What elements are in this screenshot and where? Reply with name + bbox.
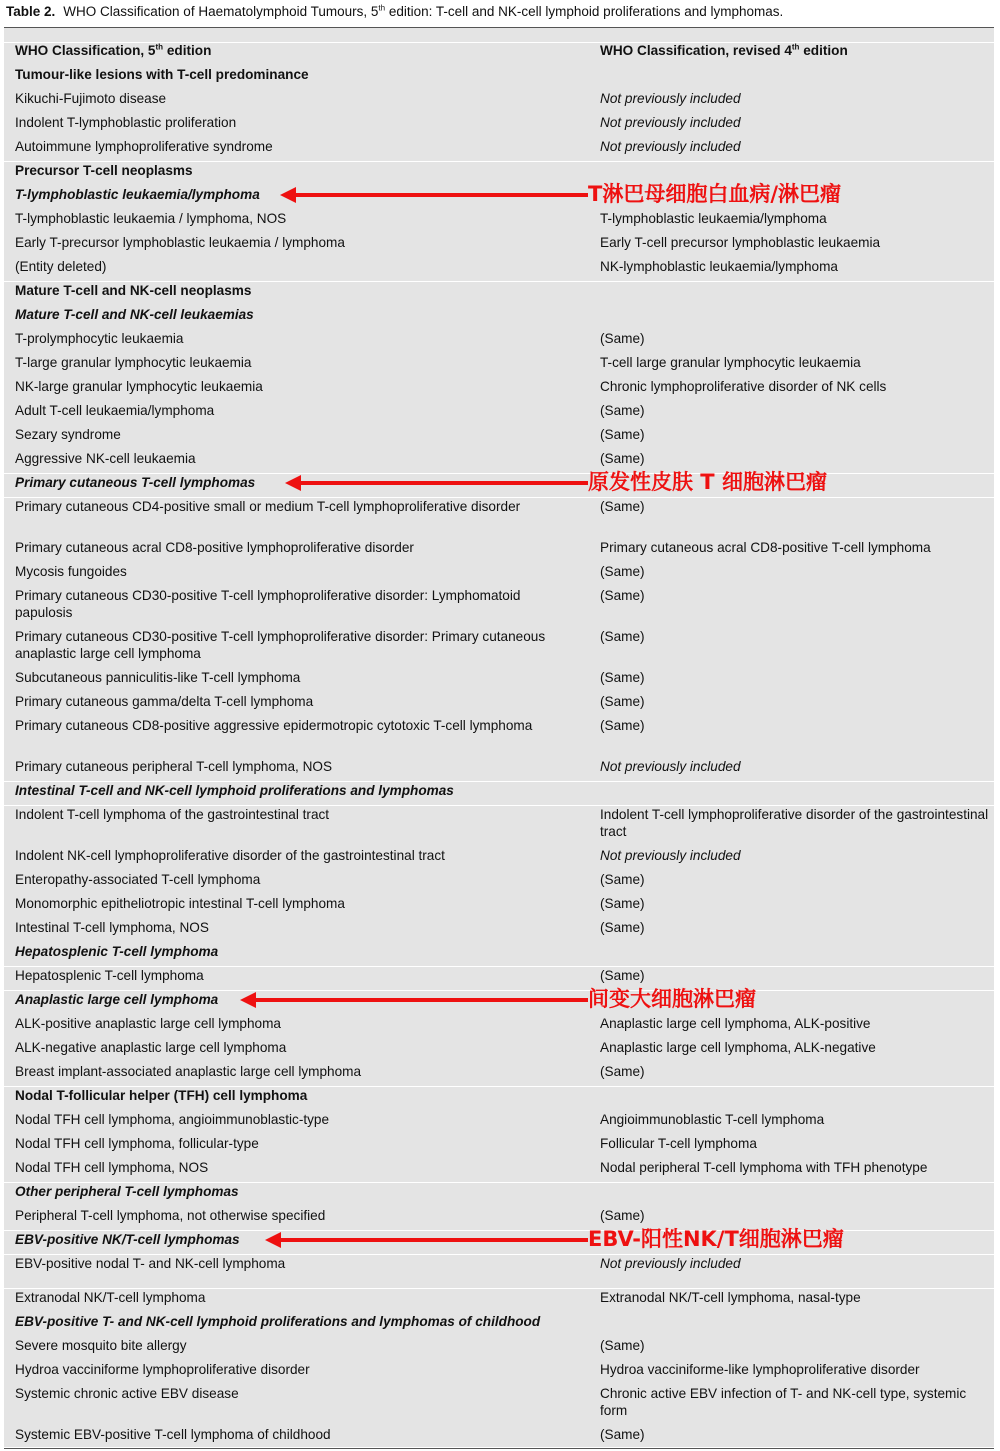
cell-who-5th-entity: Indolent NK-cell lymphoproliferative disorder of the gastrointestinal tract [15, 848, 445, 863]
cell-who-5th-entity: Tumour-like lesions with T-cell predominance [15, 67, 309, 82]
table-row [4, 587, 994, 627]
cell-who-5th-entity: Subcutaneous panniculitis-like T-cell lymphoma [15, 670, 301, 685]
table-row [4, 563, 994, 586]
table-row [4, 919, 994, 942]
table-row [4, 114, 994, 137]
cell-who-5th-entity: T-prolymphocytic leukaemia [15, 331, 184, 346]
table-row [4, 871, 994, 894]
cell-who-5th-entity: Mature T-cell and NK-cell leukaemias [15, 307, 254, 322]
table-row [4, 498, 994, 538]
cell-who-4th-entity: (Same) [600, 920, 645, 935]
cell-who-4th-entity: NK-lymphoblastic leukaemia/lymphoma [600, 259, 838, 274]
cell-who-5th-entity: Mature T-cell and NK-cell neoplasms [15, 283, 252, 298]
cell-who-5th-entity: ALK-positive anaplastic large cell lymphoma [15, 1016, 281, 1031]
cell-who-5th-entity: Autoimmune lymphoproliferative syndrome [15, 139, 273, 154]
cell-who-5th-entity: Early T-precursor lymphoblastic leukaemia / lymphoma [15, 235, 345, 250]
table-header-row [4, 42, 994, 58]
cell-who-5th-entity: Intestinal T-cell lymphoma, NOS [15, 920, 209, 935]
red-arrow-icon [280, 187, 588, 203]
cell-who-5th-entity: Aggressive NK-cell leukaemia [15, 451, 196, 466]
table-row [4, 806, 994, 846]
cell-who-5th-entity: Primary cutaneous peripheral T-cell lymphoma, NOS [15, 759, 333, 774]
cell-who-5th-entity: NK-large granular lymphocytic leukaemia [15, 379, 263, 394]
cell-who-5th-entity: Indolent T-cell lymphoma of the gastrointestinal tract [15, 807, 330, 822]
cell-who-4th-entity: Not previously included [600, 139, 741, 154]
table-row [4, 669, 994, 692]
cell-who-4th-entity: (Same) [600, 331, 645, 346]
caption-text: WHO Classification of Haematolymphoid Tumours, 5th edition: T-cell and NK-cell lymphoid proliferations and lymphomas. [63, 3, 784, 19]
table-row [4, 758, 994, 782]
cell-who-5th-entity: Primary cutaneous CD4-positive small or medium T-cell lymphoproliferative disorder [15, 499, 521, 514]
table-row [4, 1385, 994, 1425]
table-row [4, 354, 994, 377]
table-section-row [4, 943, 994, 967]
cell-who-5th-entity: T-lymphoblastic leukaemia/lymphoma [15, 187, 260, 202]
table-row [4, 90, 994, 113]
cell-who-4th-entity: Chronic lymphoproliferative disorder of NK cells [600, 379, 887, 394]
cell-who-5th-entity: Nodal TFH cell lymphoma, angioimmunoblastic-type [15, 1112, 330, 1127]
cell-who-5th-entity: Nodal TFH cell lymphoma, NOS [15, 1160, 209, 1175]
cell-who-5th-entity: ALK-negative anaplastic large cell lymphoma [15, 1040, 287, 1055]
cell-who-5th-entity: Primary cutaneous acral CD8-positive lymphoproliferative disorder [15, 540, 414, 555]
annotation-label: 间变大细胞淋巴瘤 [588, 987, 756, 1011]
table-row [4, 402, 994, 425]
cell-who-5th-entity: Breast implant-associated anaplastic large cell lymphoma [15, 1064, 362, 1079]
cell-who-5th-entity: Nodal TFH cell lymphoma, follicular-type [15, 1136, 259, 1151]
cell-who-5th-entity: Primary cutaneous T-cell lymphomas [15, 475, 256, 490]
cell-who-5th-entity: T-lymphoblastic leukaemia / lymphoma, NOS [15, 211, 287, 226]
table-section-row [4, 66, 994, 89]
cell-who-4th-entity: Not previously included [600, 91, 741, 106]
red-arrow-icon [285, 475, 588, 491]
table-row [4, 1255, 994, 1289]
cell-who-4th-entity: Not previously included [600, 1256, 741, 1271]
cell-who-4th-entity: Anaplastic large cell lymphoma, ALK-positive [600, 1016, 871, 1031]
cell-who-4th-entity: Follicular T-cell lymphoma [600, 1136, 757, 1151]
table-row [4, 1015, 994, 1038]
cell-who-5th-entity: EBV-positive nodal T- and NK-cell lymphoma [15, 1256, 286, 1271]
cell-who-5th-entity: Hydroa vacciniforme lymphoproliferative disorder [15, 1362, 310, 1377]
cell-who-5th-entity: Systemic chronic active EBV disease [15, 1386, 239, 1401]
cell-who-4th-entity: (Same) [600, 718, 645, 733]
cell-who-5th-entity: Primary cutaneous gamma/delta T-cell lymphoma [15, 694, 314, 709]
table-section-row [4, 782, 994, 806]
cell-who-4th-entity: T-cell large granular lymphocytic leukaemia [600, 355, 861, 370]
cell-who-5th-entity: EBV-positive T- and NK-cell lymphoid proliferations and lymphomas of childhood [15, 1314, 541, 1329]
cell-who-5th-entity: Indolent T-lymphoblastic proliferation [15, 115, 237, 130]
cell-who-5th-entity: Intestinal T-cell and NK-cell lymphoid proliferations and lymphomas [15, 783, 454, 798]
cell-who-5th-entity: Severe mosquito bite allergy [15, 1338, 187, 1353]
red-arrow-icon [240, 992, 588, 1008]
table-section-row [4, 306, 994, 329]
cell-who-4th-entity: (Same) [600, 896, 645, 911]
cell-who-4th-entity: Nodal peripheral T-cell lymphoma with TFH phenotype [600, 1160, 928, 1175]
table-row [4, 234, 994, 257]
cell-who-4th-entity: Indolent T-cell lymphoproliferative disorder of the gastrointestinal tract [600, 807, 989, 839]
cell-who-4th-entity: (Same) [600, 1427, 645, 1442]
table-row [4, 1426, 994, 1448]
cell-who-5th-entity: Anaplastic large cell lymphoma [15, 992, 219, 1007]
table-row [4, 539, 994, 562]
cell-who-5th-entity: EBV-positive NK/T-cell lymphomas [15, 1232, 240, 1247]
cell-who-5th-entity: Precursor T-cell neoplasms [15, 163, 193, 178]
table-section-row [4, 1313, 994, 1336]
table-row [4, 628, 994, 668]
cell-who-4th-entity: (Same) [600, 968, 645, 983]
table-row [4, 426, 994, 449]
table-row [4, 1135, 994, 1158]
table-row [4, 1039, 994, 1062]
table-section-row [4, 162, 994, 185]
cell-who-4th-entity: (Same) [600, 1064, 645, 1079]
cell-who-4th-entity: (Same) [600, 694, 645, 709]
cell-who-4th-entity: Chronic active EBV infection of T- and NK-cell type, systemic form [600, 1386, 967, 1418]
table-row [4, 1159, 994, 1183]
table-section-row [4, 1183, 994, 1206]
cell-who-5th-entity: Mycosis fungoides [15, 564, 127, 579]
table-row [4, 1337, 994, 1360]
cell-who-4th-entity: Primary cutaneous acral CD8-positive T-cell lymphoma [600, 540, 931, 555]
annotation-label: 原发性皮肤 T 细胞淋巴瘤 [588, 470, 827, 494]
table-caption [6, 2, 783, 24]
cell-who-4th-entity: (Same) [600, 403, 645, 418]
cell-who-5th-entity: Monomorphic epitheliotropic intestinal T-cell lymphoma [15, 896, 345, 911]
table-row [4, 258, 994, 282]
table-row [4, 138, 994, 162]
cell-who-5th-entity: Hepatosplenic T-cell lymphoma [15, 968, 204, 983]
cell-who-4th-entity: (Same) [600, 499, 645, 514]
cell-who-5th-entity: Hepatosplenic T-cell lymphoma [15, 944, 219, 959]
table-row [4, 1361, 994, 1384]
cell-who-4th-entity: (Same) [600, 588, 645, 603]
table-row [4, 693, 994, 716]
cell-who-4th-entity: (Same) [600, 629, 645, 644]
annotation-label: EBV-阳性NK/T细胞淋巴瘤 [588, 1227, 844, 1251]
cell-who-4th-entity: (Same) [600, 872, 645, 887]
table-row [4, 1111, 994, 1134]
table-row [4, 378, 994, 401]
cell-who-5th-entity: Adult T-cell leukaemia/lymphoma [15, 403, 215, 418]
cell-who-4th-entity: Early T-cell precursor lymphoblastic leukaemia [600, 235, 881, 250]
table-row [4, 330, 994, 353]
cell-who-5th-entity: Kikuchi-Fujimoto disease [15, 91, 167, 106]
table-row [4, 450, 994, 474]
cell-who-5th-entity: Primary cutaneous CD8-positive aggressive epidermotropic cytotoxic T-cell lymphoma [15, 718, 533, 733]
cell-who-5th-entity: Systemic EBV-positive T-cell lymphoma of childhood [15, 1427, 331, 1442]
cell-who-4th-entity: Anaplastic large cell lymphoma, ALK-negative [600, 1040, 876, 1055]
cell-who-5th-entity: (Entity deleted) [15, 259, 107, 274]
cell-who-4th-entity: Extranodal NK/T-cell lymphoma, nasal-type [600, 1290, 861, 1305]
table-section-row [4, 1087, 994, 1110]
cell-who-4th-entity: (Same) [600, 670, 645, 685]
cell-who-5th-entity: Peripheral T-cell lymphoma, not otherwise specified [15, 1208, 326, 1223]
cell-who-5th-entity: Primary cutaneous CD30-positive T-cell lymphoproliferative disorder: Primary cutaneous anaplastic large cell lymphoma [15, 629, 546, 661]
cell-who-5th-entity: T-large granular lymphocytic leukaemia [15, 355, 252, 370]
header-who-5th-edition: WHO Classification, 5th edition [15, 42, 212, 58]
table-row [4, 1063, 994, 1087]
table-label: Table 2. [6, 4, 56, 19]
cell-who-4th-entity: Not previously included [600, 115, 741, 130]
header-who-revised-4th-edition: WHO Classification, revised 4th edition [600, 42, 848, 58]
cell-who-4th-entity: T-lymphoblastic leukaemia/lymphoma [600, 211, 827, 226]
cell-who-4th-entity: (Same) [600, 451, 645, 466]
table-row [4, 895, 994, 918]
red-arrow-icon [265, 1232, 588, 1248]
cell-who-5th-entity: Nodal T-follicular helper (TFH) cell lymphoma [15, 1088, 308, 1103]
cell-who-4th-entity: (Same) [600, 564, 645, 579]
cell-who-4th-entity: Hydroa vacciniforme-like lymphoproliferative disorder [600, 1362, 920, 1377]
cell-who-5th-entity: Primary cutaneous CD30-positive T-cell lymphoproliferative disorder: Lymphomatoid papulosis [15, 588, 521, 620]
table-row [4, 967, 994, 991]
cell-who-4th-entity: (Same) [600, 1338, 645, 1353]
cell-who-5th-entity: Other peripheral T-cell lymphomas [15, 1184, 239, 1199]
cell-who-5th-entity: Sezary syndrome [15, 427, 121, 442]
cell-who-4th-entity: (Same) [600, 1208, 645, 1223]
cell-who-4th-entity: Not previously included [600, 848, 741, 863]
table-row [4, 210, 994, 233]
cell-who-4th-entity: Angioimmunoblastic T-cell lymphoma [600, 1112, 825, 1127]
table-row [4, 847, 994, 870]
cell-who-4th-entity: (Same) [600, 427, 645, 442]
cell-who-5th-entity: Enteropathy-associated T-cell lymphoma [15, 872, 261, 887]
cell-who-4th-entity: Not previously included [600, 759, 741, 774]
cell-who-5th-entity: Extranodal NK/T-cell lymphoma [15, 1290, 206, 1305]
table-section-row [4, 282, 994, 305]
table-row [4, 1289, 994, 1312]
annotation-label: T淋巴母细胞白血病/淋巴瘤 [588, 182, 841, 206]
table-row [4, 1207, 994, 1231]
table-row [4, 717, 994, 757]
